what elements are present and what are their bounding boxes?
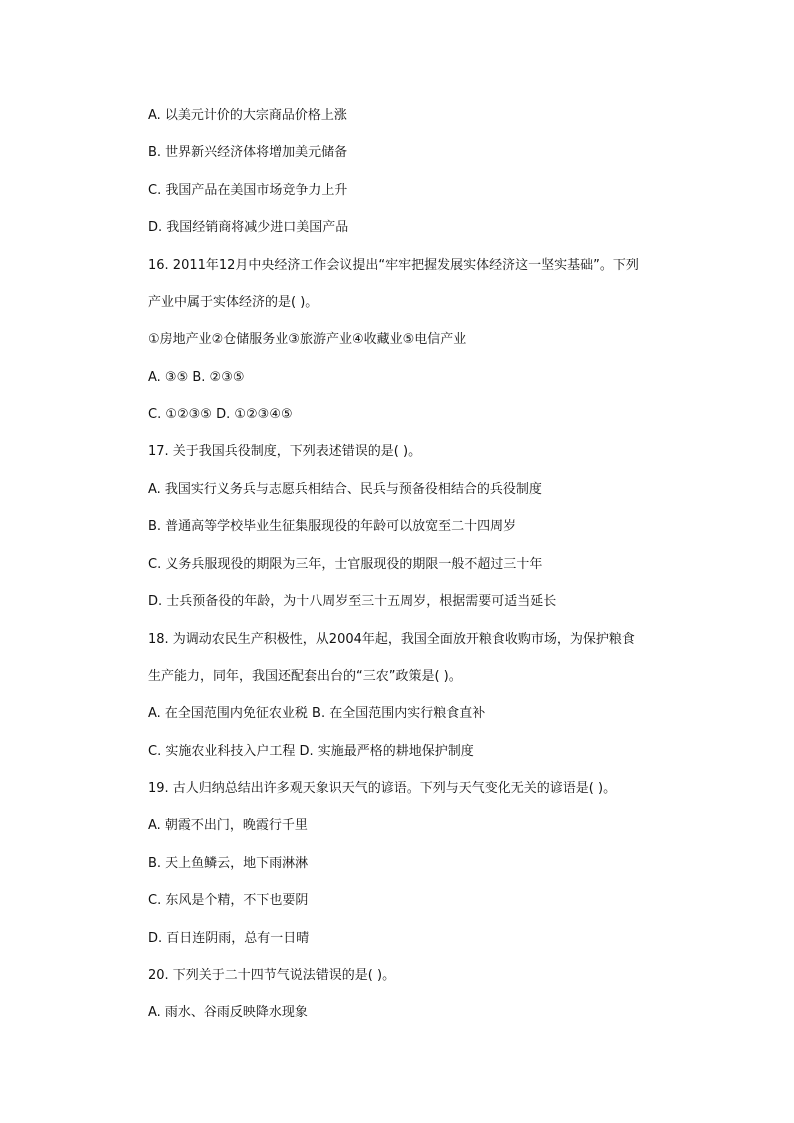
question-16-stem-cont: 产业中属于实体经济的是( )。: [148, 295, 319, 310]
question-17-stem: 17. 关于我国兵役制度，下列表述错误的是( )。: [148, 444, 422, 459]
option-line: C. 义务兵服现役的期限为三年，士官服现役的期限一般不超过三十年: [148, 557, 543, 572]
option-line: A. 在全国范围内免征农业税 B. 在全国范围内实行粮食直补: [148, 706, 486, 721]
option-line: C. 东风是个精，不下也要阴: [148, 893, 309, 908]
option-line: D. 我国经销商将减少进口美国产品: [148, 220, 349, 235]
question-19-stem: 19. 古人归纳总结出许多观天象识天气的谚语。下列与天气变化无关的谚语是( )。: [148, 781, 617, 796]
option-line: A. 以美元计价的大宗商品价格上涨: [148, 108, 347, 123]
question-16-stem: 16. 2011年12月中央经济工作会议提出“牢牢把握发展实体经济这一坚实基础”。下列: [148, 258, 639, 273]
option-line: B. 普通高等学校毕业生征集服现役的年龄可以放宽至二十四周岁: [148, 519, 517, 534]
option-line: A. 我国实行义务兵与志愿兵相结合、民兵与预备役相结合的兵役制度: [148, 482, 542, 497]
option-line: B. 世界新兴经济体将增加美元储备: [148, 145, 348, 160]
option-line: B. 天上鱼鳞云，地下雨淋淋: [148, 856, 309, 871]
question-20-stem: 20. 下列关于二十四节气说法错误的是( )。: [148, 968, 396, 983]
option-line: A. 朝霞不出门，晚霞行千里: [148, 818, 308, 833]
option-line: A. ③⑤ B. ②③⑤: [148, 370, 245, 385]
question-18-stem-cont: 生产能力，同年，我国还配套出台的“三农”政策是( )。: [148, 669, 462, 684]
option-line: C. 我国产品在美国市场竞争力上升: [148, 183, 348, 198]
question-18-stem: 18. 为调动农民生产积极性，从2004年起，我国全面放开粮食收购市场，为保护粮食: [148, 632, 635, 647]
question-16-items: ①房地产业②仓储服务业③旅游产业④收藏业⑤电信产业: [148, 332, 467, 347]
option-line: C. ①②③⑤ D. ①②③④⑤: [148, 407, 293, 422]
option-line: A. 雨水、谷雨反映降水现象: [148, 1005, 308, 1020]
option-line: D. 士兵预备役的年龄，为十八周岁至三十五周岁，根据需要可适当延长: [148, 594, 557, 609]
option-line: C. 实施农业科技入户工程 D. 实施最严格的耕地保护制度: [148, 744, 474, 759]
option-line: D. 百日连阴雨，总有一日晴: [148, 931, 310, 946]
